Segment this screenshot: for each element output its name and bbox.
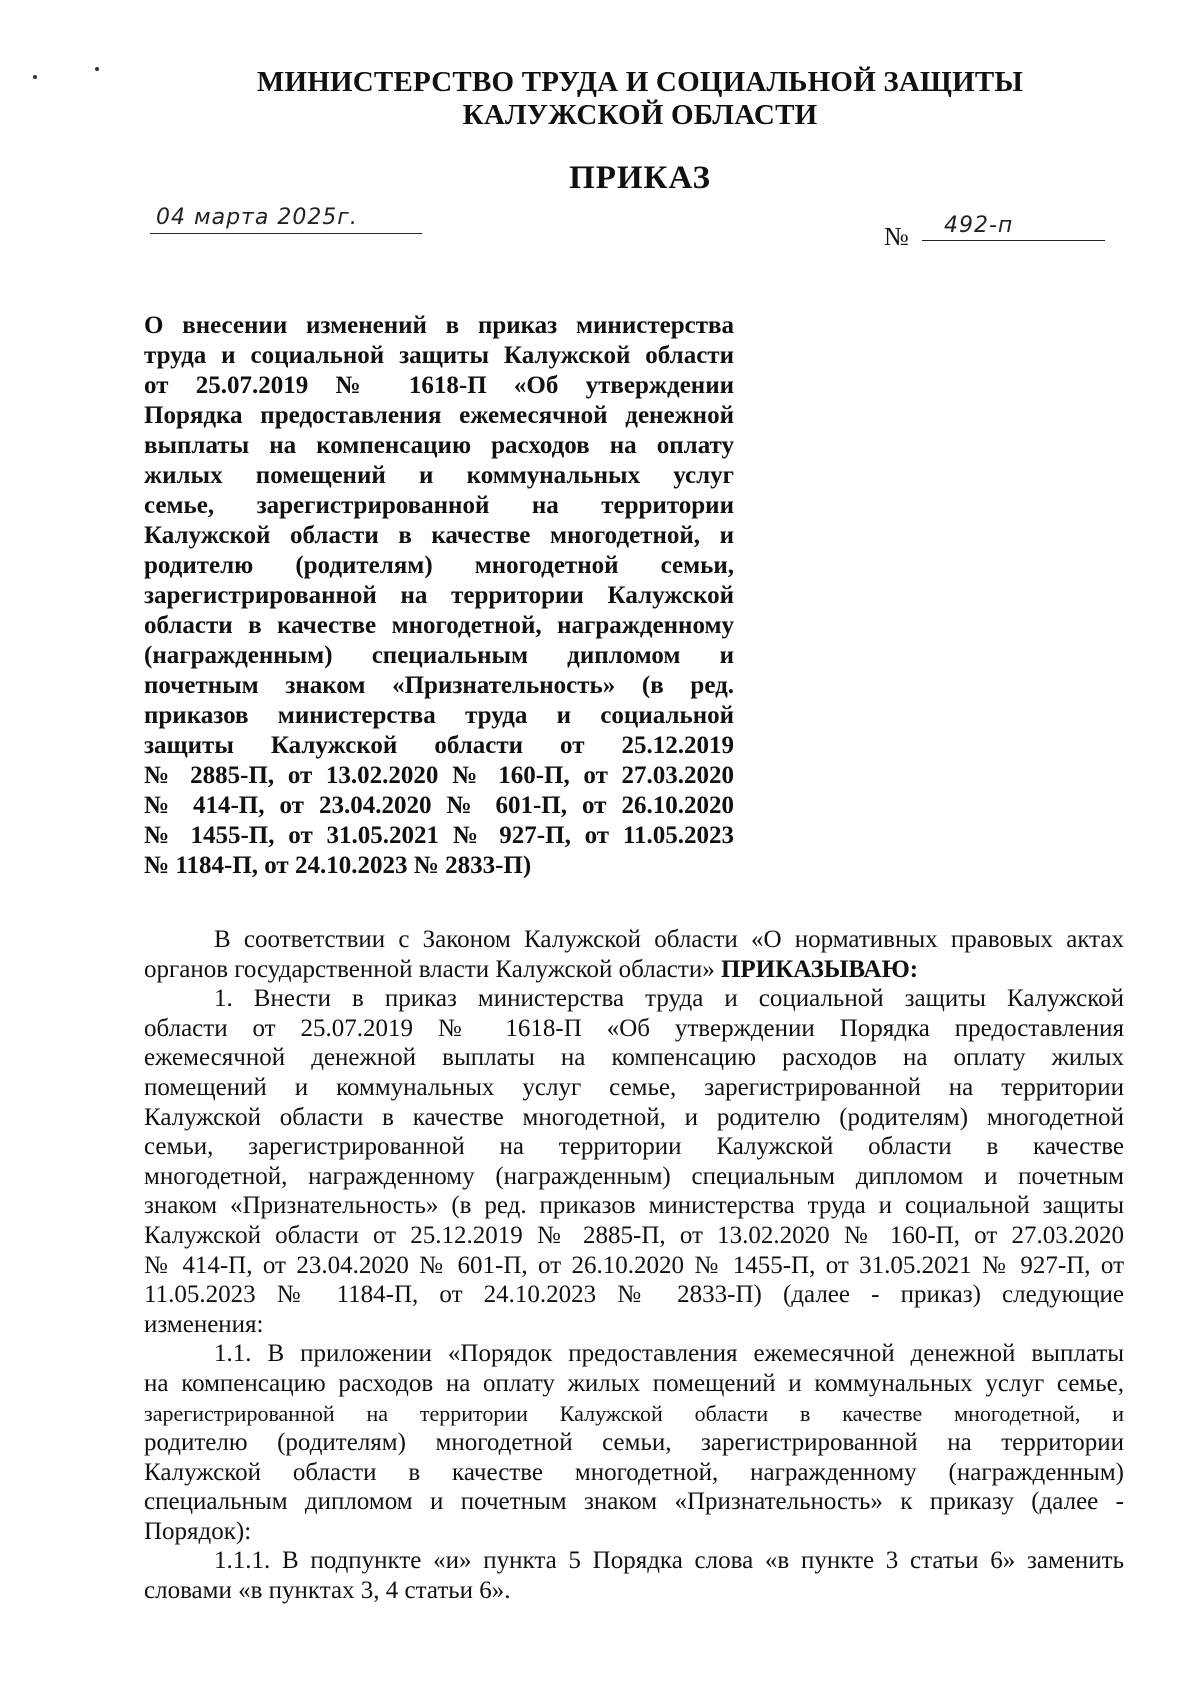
handwritten-order-number: 492-п — [944, 213, 1014, 238]
subject-line: № 1455-П, от 31.05.2021 № 927-П, от 11.05.2023 — [144, 822, 734, 849]
subject-line: семье, зарегистрированной на территории — [144, 492, 734, 519]
number-underline — [922, 240, 1105, 241]
subject-line: О внесении изменений в приказ министерства — [144, 312, 734, 339]
handwritten-date: 04 марта 2025г. — [156, 205, 358, 230]
item-1-line: знаком «Признательность» (в ред. приказов министерства труда и социальной защиты — [144, 1192, 1124, 1220]
item-1-1-line: на компенсацию расходов на оплату жилых помещений и коммунальных услуг семье, — [144, 1369, 1124, 1397]
subject-line: родителю (родителям) многодетной семьи, — [144, 552, 734, 579]
item-1-line: многодетной, награжденному (награжденным) специальным дипломом и почетным — [144, 1162, 1124, 1190]
subject-line: области в качестве многодетной, награжденному — [144, 612, 734, 639]
ministry-name-line-2: КАЛУЖСКОЙ ОБЛАСТИ — [462, 99, 818, 131]
subject-line: почетным знаком «Признательность» (в ред. — [144, 672, 734, 699]
item-1-line: помещений и коммунальных услуг семье, зарегистрированной на территории — [144, 1073, 1124, 1101]
item-1-line: № 414-П, от 23.04.2020 № 601-П, от 26.10.2020 № 1455-П, от 31.05.2021 № 927-П, от — [144, 1251, 1124, 1279]
item-1-line: Калужской области в качестве многодетной, и родителю (родителям) многодетной — [144, 1103, 1124, 1131]
item-1-1-line: специальным дипломом и почетным знаком «Признательность» к приказу (далее - — [144, 1488, 1124, 1516]
item-1-line: Калужской области от 25.12.2019 № 2885-П, от 13.02.2020 № 160-П, от 27.03.2020 — [144, 1221, 1124, 1249]
scan-speck — [33, 75, 37, 79]
order-directive: ПРИКАЗЫВАЮ: — [720, 955, 919, 983]
item-1-1-paragraph — [144, 1339, 1124, 1546]
item-1-line: 1. Внести в приказ министерства труда и социальной защиты Калужской — [214, 985, 1124, 1013]
item-1-line: ежемесячной денежной выплаты на компенсацию расходов на оплату жилых — [144, 1044, 1124, 1072]
scan-speck — [95, 67, 99, 71]
order-number-label: № — [884, 222, 909, 251]
order-subject — [144, 311, 734, 881]
item-1-line: 11.05.2023 № 1184-П, от 24.10.2023 № 2833-П) (далее - приказ) следующие — [144, 1281, 1124, 1309]
ministry-name-line-1: МИНИСТЕРСТВО ТРУДА И СОЦИАЛЬНОЙ ЗАЩИТЫ — [256, 66, 1024, 98]
item-1-line: семьи, зарегистрированной на территории Калужской области в качестве — [144, 1133, 1124, 1161]
subject-line: приказов министерства труда и социальной — [144, 702, 734, 729]
subject-line: жилых помещений и коммунальных услуг — [144, 462, 734, 489]
preamble-text: органов государственной власти Калужской области» — [144, 955, 721, 983]
preamble-line — [144, 955, 1124, 985]
subject-line: (награжденным) специальным дипломом и — [144, 642, 734, 669]
subject-line: от 25.07.2019 № 1618-П «Об утверждении — [144, 372, 734, 399]
item-1-1-line: Порядок): — [144, 1517, 252, 1545]
subject-line: зарегистрированной на территории Калужской — [144, 582, 734, 609]
item-1-line: области от 25.07.2019 № 1618-П «Об утверждении Порядка предоставления — [144, 1014, 1124, 1042]
item-1-1-1-line: словами «в пунктах 3, 4 статьи 6». — [144, 1577, 511, 1605]
order-body — [144, 925, 1124, 1606]
subject-line: № 414-П, от 23.04.2020 № 601-П, от 26.10.2020 — [144, 792, 734, 819]
item-1-paragraph — [144, 984, 1124, 1339]
item-1-1-line: родителю (родителям) многодетной семьи, зарегистрированной на территории — [144, 1429, 1124, 1457]
item-1-1-line: 1.1. В приложении «Порядок предоставления ежемесячной денежной выплаты — [214, 1340, 1124, 1368]
preamble-paragraph — [144, 925, 1124, 984]
item-1-1-line: Калужской области в качестве многодетной, награжденному (награжденным) — [144, 1458, 1124, 1486]
subject-line: № 2885-П, от 13.02.2020 № 160-П, от 27.03.2020 — [144, 762, 734, 789]
item-1-1-1-line: 1.1.1. В подпункте «и» пункта 5 Порядка слова «в пункте 3 статьи 6» заменить — [214, 1547, 1124, 1575]
subject-line: Калужской области в качестве многодетной, и — [144, 522, 734, 549]
item-1-1-line: зарегистрированной на территории Калужской области в качестве многодетной, и — [144, 1400, 1124, 1426]
subject-line: Порядка предоставления ежемесячной денежной — [144, 402, 734, 429]
item-1-line: изменения: — [144, 1310, 264, 1338]
subject-line: выплаты на компенсацию расходов на оплату — [144, 432, 734, 459]
item-1-1-1-paragraph — [144, 1546, 1124, 1605]
subject-line: труда и социальной защиты Калужской области — [144, 342, 734, 369]
preamble-line: В соответствии с Законом Калужской области «О нормативных правовых актах — [214, 926, 1124, 953]
date-underline — [150, 233, 422, 234]
subject-line: № 1184-П, от 24.10.2023 № 2833-П) — [144, 852, 532, 879]
subject-line: защиты Калужской области от 25.12.2019 — [144, 732, 734, 759]
document-title: ПРИКАЗ — [569, 160, 711, 196]
